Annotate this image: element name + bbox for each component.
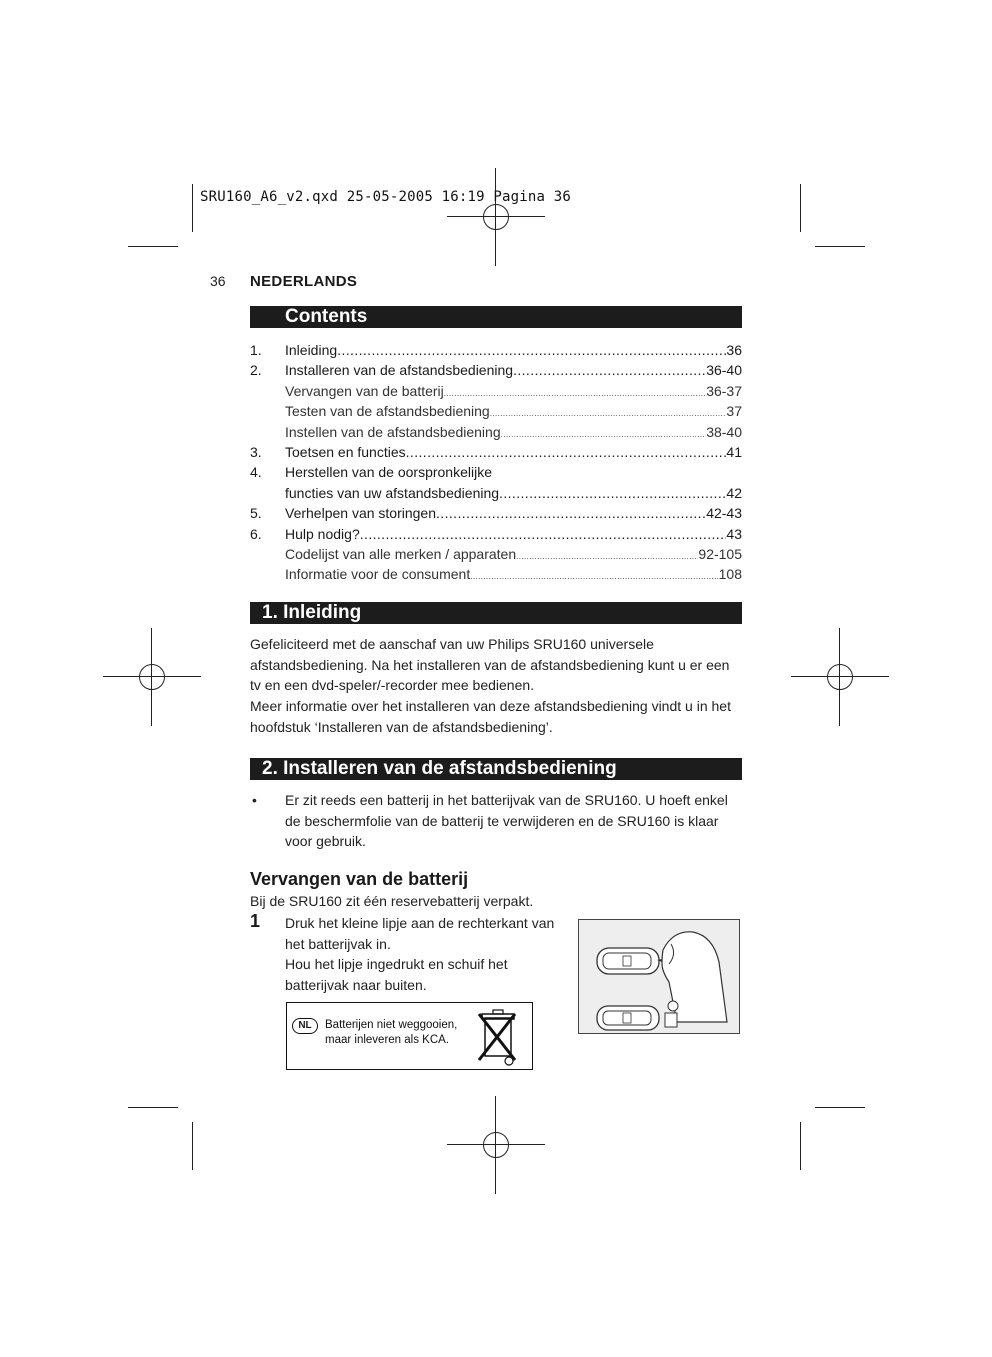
toc-page: 37 — [726, 403, 742, 420]
battery-intro: Bij de SRU160 zit één reservebatterij verpakt. — [250, 893, 534, 909]
nl-badge: NL — [292, 1018, 318, 1034]
crop-mark — [192, 1122, 193, 1170]
toc-entry — [285, 503, 742, 523]
toc-page: 108 — [718, 566, 742, 583]
crop-mark — [815, 1107, 865, 1108]
registration-mark-icon — [447, 168, 545, 266]
toc-row — [250, 483, 742, 503]
registration-mark-icon — [447, 1096, 545, 1194]
toc-page: 38-40 — [706, 423, 742, 440]
crop-mark — [128, 246, 178, 247]
toc-title: Verhelpen van storingen — [285, 505, 436, 522]
toc-title: Inleiding — [285, 342, 338, 358]
kca-notice-box — [286, 1002, 533, 1070]
kca-message — [325, 1018, 457, 1048]
intro-paragraph-1: Gefeliciteerd met de aanschaf van uw Philips SRU160 universele afstandsbediening. Na het installeren van de afstandsbediening kunt u er een tv en een dvd-speler/-recorder mee bedienen. — [250, 636, 730, 694]
crossed-out-bin-icon — [477, 1008, 521, 1066]
bullet-symbol: • — [252, 792, 257, 808]
toc-page: 43 — [726, 525, 742, 542]
toc-leader-dots — [406, 442, 727, 462]
toc-title: functies van uw afstandsbediening — [285, 484, 500, 501]
toc-row — [250, 381, 742, 401]
toc-title: Hulp nodig? — [285, 525, 360, 542]
toc-entry — [285, 442, 742, 462]
toc-number: 1. — [250, 342, 262, 358]
toc-title: Testen van de afstandsbediening — [285, 403, 490, 420]
toc-entry — [285, 524, 742, 544]
toc-row — [250, 503, 742, 523]
page-number: 36 — [210, 273, 226, 289]
crop-mark — [192, 184, 193, 232]
crop-mark — [815, 246, 865, 247]
toc-page: 92-105 — [698, 545, 742, 562]
toc-title: Installeren van de afstandsbediening — [285, 362, 514, 379]
toc-leader-dots — [499, 483, 726, 503]
toc-title: Informatie voor de consument — [285, 566, 471, 583]
battery-heading: Vervangen van de batterij — [250, 869, 469, 889]
step-text — [285, 913, 555, 995]
kca-line-1: Batterijen niet weggooien, — [325, 1019, 458, 1031]
table-of-contents — [250, 340, 742, 585]
toc-page: 36 — [726, 342, 742, 358]
crop-mark — [800, 1122, 801, 1170]
toc-row — [250, 401, 742, 421]
toc-page: 42-43 — [706, 505, 742, 522]
step-line-2: Hou het lipje ingedrukt en schuif het batterijvak naar buiten. — [285, 956, 508, 993]
crop-mark — [800, 184, 801, 232]
toc-row — [250, 544, 742, 564]
toc-number: 3. — [250, 443, 262, 460]
toc-row — [250, 524, 742, 544]
toc-title: Instellen van de afstandsbediening — [285, 423, 501, 440]
toc-row — [250, 422, 742, 442]
registration-mark-icon — [103, 628, 201, 726]
crop-mark — [128, 1107, 178, 1108]
toc-title: Codelijst van alle merken / apparaten — [285, 545, 517, 562]
toc-entry — [285, 340, 742, 360]
step-number: 1 — [250, 911, 261, 931]
intro-paragraph-2: Meer informatie over het installeren van deze afstandsbediening vindt u in het hoofdstuk ‘Installeren van de afstandsbediening’. — [250, 698, 731, 735]
toc-entry — [285, 564, 742, 587]
toc-entry — [285, 360, 742, 380]
toc-page: 36-40 — [706, 362, 742, 379]
toc-row — [250, 462, 742, 482]
battery-compartment-illustration — [578, 919, 740, 1034]
remote-illustration-icon — [579, 920, 739, 1033]
print-slug: SRU160_A6_v2.qxd 25-05-2005 16:19 Pagina 36 — [200, 189, 572, 205]
step-line-1: Druk het kleine lipje aan de rechterkant van het batterijvak in. — [285, 915, 555, 952]
toc-page: 36-37 — [706, 382, 742, 399]
section-1-title-bar: 1. Inleiding — [250, 602, 742, 624]
registration-mark-icon — [791, 628, 889, 726]
section-2-title-bar: 2. Installeren van de afstandsbediening — [250, 758, 742, 780]
contents-title-bar: Contents — [250, 306, 742, 328]
toc-page: 42 — [726, 484, 742, 501]
toc-number: 2. — [250, 362, 262, 379]
toc-number: 6. — [250, 525, 262, 542]
toc-title: Toetsen en functies — [285, 443, 406, 460]
toc-row — [250, 564, 742, 584]
toc-leader-dots — [360, 524, 727, 544]
toc-title: Vervangen van de batterij — [285, 382, 444, 399]
toc-page: 41 — [726, 443, 742, 460]
toc-title: Herstellen van de oorspronkelijke — [285, 464, 492, 481]
toc-number: 5. — [250, 505, 262, 522]
toc-entry — [285, 462, 742, 482]
toc-row — [250, 360, 742, 380]
toc-leader-dots — [337, 340, 726, 360]
toc-leader-dots — [436, 503, 706, 523]
toc-entry — [285, 483, 742, 503]
language-heading: NEDERLANDS — [250, 273, 358, 290]
kca-line-2: maar inleveren als KCA. — [325, 1034, 449, 1046]
toc-leader-dots — [513, 360, 706, 380]
toc-number: 4. — [250, 464, 262, 481]
toc-row — [250, 442, 742, 462]
toc-leader-dots — [470, 567, 718, 587]
toc-row — [250, 340, 742, 360]
bullet-text: Er zit reeds een batterij in het batterijvak van de SRU160. U hoeft enkel de beschermfolie van de batterij te verwijderen en de SRU160 is klaar voor gebruik. — [285, 792, 728, 850]
